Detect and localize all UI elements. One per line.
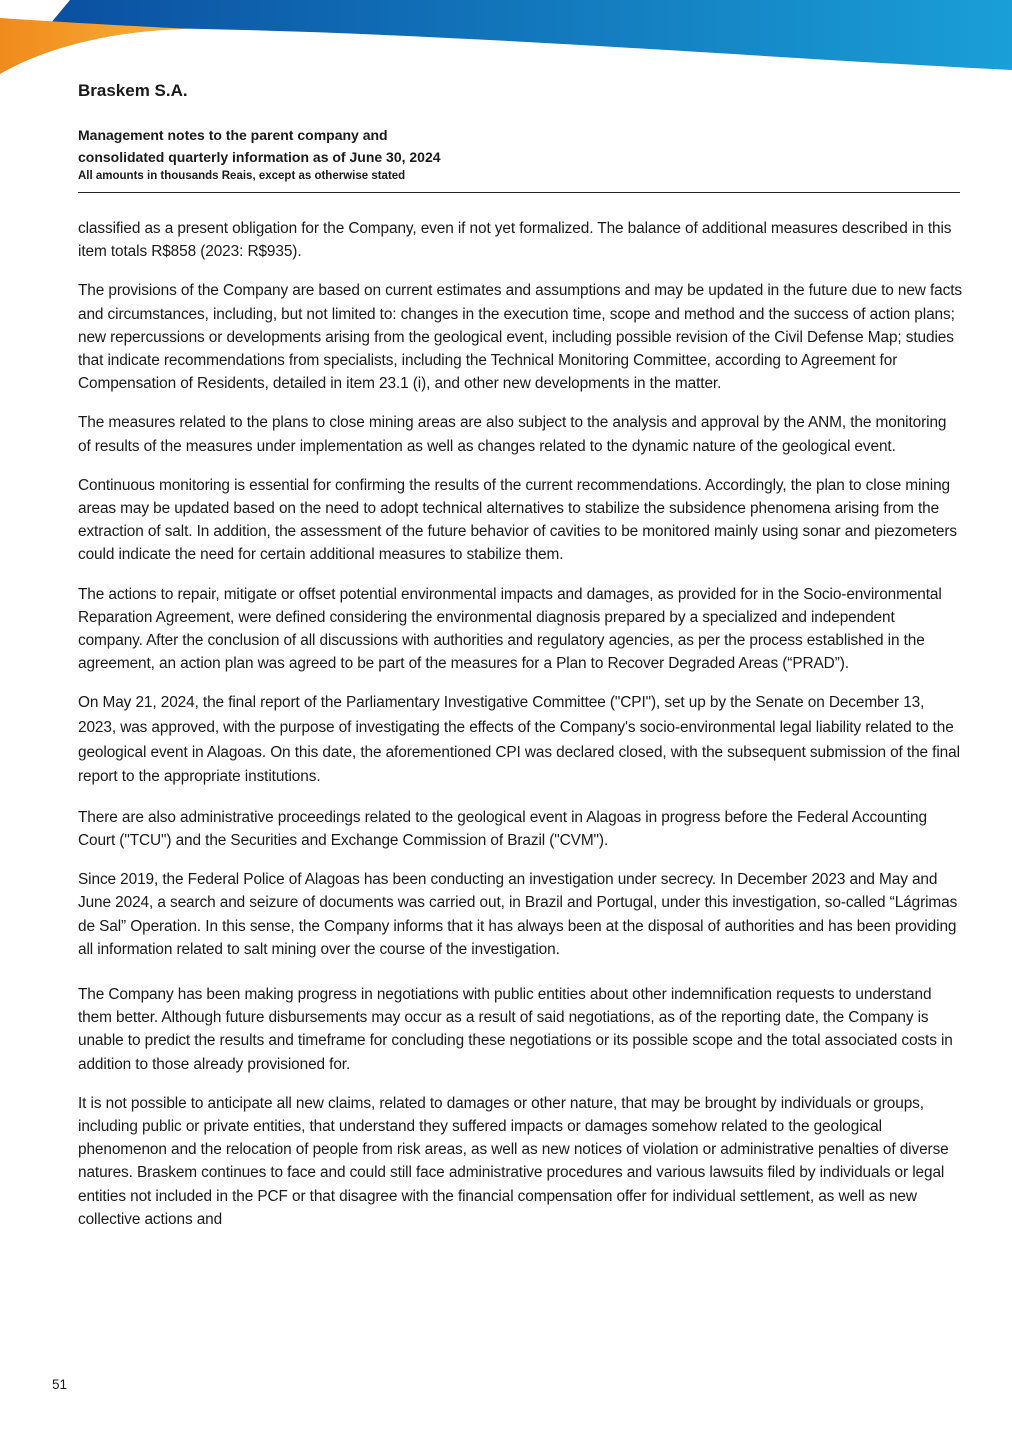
document-header bbox=[78, 78, 960, 184]
paragraph: The Company has been making progress in negotiations with public entities about other indemnification requests to understand them better. Although future disbursements may occur as a result of said negotiations, as of the reporting date, the Company is unable to predict the results and timeframe for concluding these negotiations or its possible scope and the total associated costs in addition to those already provisioned for. bbox=[78, 986, 953, 1073]
notes-title-line-1: Management notes to the parent company and bbox=[78, 127, 388, 143]
paragraph: The actions to repair, mitigate or offset potential environmental impacts and damages, as provided for in the Socio-environmental Reparation Agreement, were defined considering the environmental diagnosis prepared by a specialized and independent company. After the conclusion of all discussions with authorities and regulatory agencies, as per the process established in the agreement, an action plan was agreed to be part of the measures for a Plan to Recover Degraded Areas (“PRAD”). bbox=[78, 585, 942, 673]
paragraph: The provisions of the Company are based on current estimates and assumptions and may be updated in the future due to new facts and circumstances, including, but not limited to: changes in the execution time, scope and method and the success of action plans; new repercussions or developments arising from the geological event, including possible revision of the Civil Defense Map; studies that indicate recommendations from specialists, including the Technical Monitoring Committee, according to Agreement for Compensation of Residents, detailed in item 23.1 (i), and other new developments in the matter. bbox=[78, 282, 963, 393]
header-divider bbox=[78, 192, 960, 193]
banner-blue-band bbox=[45, 0, 1012, 70]
page-number: 51 bbox=[52, 1377, 68, 1392]
paragraph: classified as a present obligation for the Company, even if not yet formalized. The balance of additional measures described in this item totals R$858 (2023: R$935). bbox=[78, 220, 952, 261]
body-text bbox=[78, 217, 962, 1247]
paragraph: There are also administrative proceedings related to the geological event in Alagoas in progress before the Federal Accounting Court ("TCU") and the Securities and Exchange Commission of Brazil ("CVM"). bbox=[78, 808, 927, 850]
notes-title bbox=[78, 124, 960, 168]
paragraph: The measures related to the plans to close mining areas are also subject to the analysis and approval by the ANM, the monitoring of results of the measures under implementation as well as changes related to the dynamic nature of the geological event. bbox=[78, 414, 947, 455]
paragraph: Continuous monitoring is essential for confirming the results of the current recommendations. Accordingly, the plan to close mining areas may be updated based on the need to adopt technical alternatives to stabilize the subsidence phenomena arising from the extraction of salt. In addition, the assessment of the future behavior of cavities to be monitored mainly using sonar and piezometers could indicate the need for certain additional measures to stabilize them. bbox=[78, 476, 957, 564]
amounts-note: All amounts in thousands Reais, except as otherwise stated bbox=[78, 170, 406, 182]
company-name: Braskem S.A. bbox=[78, 81, 188, 100]
notes-title-line-2: consolidated quarterly information as of June 30, 2024 bbox=[78, 149, 441, 165]
paragraph: Since 2019, the Federal Police of Alagoas has been conducting an investigation under secrecy. In December 2023 and May and June 2024, a search and seizure of documents was carried out, in Brazil and Portugal, under this investigation, so-called “Lágrimas de Sal” Operation. In this sense, the Company informs that it has always been at the disposal of authorities and has been providing all information related to salt mining over the course of the investigation. bbox=[78, 871, 958, 958]
paragraph: It is not possible to anticipate all new claims, related to damages or other nature, that may be brought by individuals or groups, including public or private entities, that understand they suffered impacts or damages somehow related to the geological phenomenon and the relocation of people from risk areas, as well as new notices of violation or administrative penalties of diverse natures. Braskem continues to face and could still face administrative procedures and various lawsuits filed by individuals or legal entities not included in the PCF or that disagree with the financial compensation offer for individual settlement, as well as new collective actions and bbox=[78, 1094, 949, 1228]
header-banner bbox=[0, 0, 1012, 80]
paragraph: On May 21, 2024, the final report of the Parliamentary Investigative Committee ("CPI"), set up by the Senate on December 13, 2023, was approved, with the purpose of investigating the effects of the Company's socio-environmental legal liability related to the geological event in Alagoas. On this date, the aforementioned CPI was declared closed, with the subsequent submission of the final report to the appropriate institutions. bbox=[78, 694, 960, 786]
